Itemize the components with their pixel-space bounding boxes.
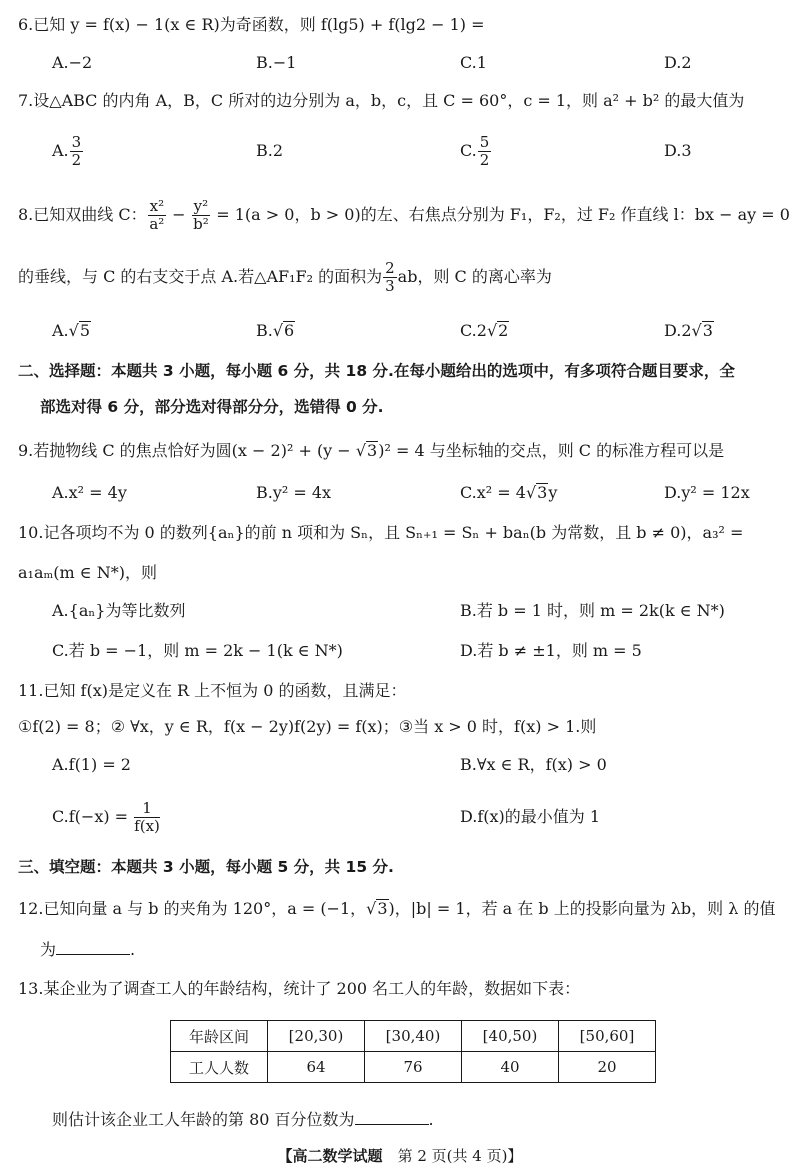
q8-fraction-x xyxy=(148,198,166,233)
section3-heading: 三、填空题：本题共 3 小题，每小题 5 分，共 15 分. xyxy=(18,858,394,876)
q9-stem-prefix: 9.若抛物线 C 的焦点恰好为圆(x − 2)² + (y − xyxy=(18,441,356,460)
table-header-cell: 年龄区间 xyxy=(171,1021,268,1052)
q10-option-b: B.若 b = 1 时，则 m = 2k(k ∈ N*) xyxy=(460,601,725,620)
q13-answer-period: . xyxy=(428,1110,434,1129)
q8-option-b-radicand: 6 xyxy=(284,321,295,340)
q11-options-row1 xyxy=(0,754,800,780)
q9-option-c-radicand: 3 xyxy=(537,483,548,502)
table-header-cell: [30,40) xyxy=(365,1021,462,1052)
q10-option-d: D.若 b ≠ ±1，则 m = 5 xyxy=(460,641,642,660)
section2-heading-line2: 部选对得 6 分，部分选对得部分分，选错得 0 分. xyxy=(40,398,384,416)
table-header-cell: [50,60] xyxy=(559,1021,656,1052)
q8-minus: − xyxy=(167,205,191,224)
q10-option-c: C.若 b = −1，则 m = 2k − 1(k ∈ N*) xyxy=(52,641,343,660)
q8-stem-line2 xyxy=(18,260,552,295)
q8-option-c-label: C.2 xyxy=(460,321,487,340)
q11-option-b: B.∀x ∈ R，f(x) > 0 xyxy=(460,755,607,774)
q9-options xyxy=(0,482,800,508)
q12-stem: 12.已知向量 a 与 b 的夹角为 120°，a = (−1，√3)，|b| = 1，若 a 在 b 上的投影向量为 λb，则 λ 的值 xyxy=(18,899,776,918)
q8-stem xyxy=(18,198,790,233)
q9-option-d: D.y² = 12x xyxy=(664,483,750,502)
q9-option-a: A.x² = 4y xyxy=(52,483,127,502)
q7-option-a-fraction xyxy=(70,134,84,169)
q11-option-c-label: C.f(−x) = xyxy=(52,807,134,826)
section2-heading: 二、选择题：本题共 3 小题，每小题 6 分，共 18 分.在每小题给出的选项中，有多项符合题目要求，全 xyxy=(18,362,735,380)
q6-option-b: B.−1 xyxy=(256,53,297,72)
q8-fraction-y xyxy=(192,198,211,233)
q8-line2-suffix: ab，则 C 的离心率为 xyxy=(397,267,552,286)
q7-option-a-denominator: 2 xyxy=(71,151,82,169)
q8-option-b-label: B. xyxy=(256,321,273,340)
q11-options-row2 xyxy=(0,799,800,835)
q9-option-c: C.x² = 4√3y xyxy=(460,483,558,502)
q8-option-a: A.√5 xyxy=(52,321,91,340)
q8-area-fraction xyxy=(383,260,397,295)
q13-answer-blank[interactable] xyxy=(355,1108,429,1125)
q11-option-c xyxy=(52,800,161,835)
q7-option-c xyxy=(460,134,492,169)
q7-option-c-numerator: 5 xyxy=(479,133,490,151)
q7-stem: 7.设△ABC 的内角 A，B，C 所对的边分别为 a，b，c，且 C = 60°，c = 1，则 a² + b² 的最大值为 xyxy=(18,91,745,110)
footer-page-number: 第 2 页(共 4 页)】 xyxy=(382,1147,523,1165)
q10-stem: 10.记各项均不为 0 的数列{aₙ}的前 n 项和为 Sₙ，且 Sₙ₊₁ = Sₙ + baₙ(b 为常数，且 b ≠ 0)，a₃² = xyxy=(18,523,744,542)
q8-option-b: B.√6 xyxy=(256,321,295,340)
q6-option-d: D.2 xyxy=(664,53,692,72)
table-cell: 工人人数 xyxy=(171,1052,268,1083)
q12-answer-period: . xyxy=(130,940,136,959)
q8-stem-prefix: 8.已知双曲线 C： xyxy=(18,205,147,224)
q10-options-row2 xyxy=(0,640,800,666)
table-row xyxy=(171,1052,656,1083)
q10-option-a: A.{aₙ}为等比数列 xyxy=(52,601,186,620)
q9-option-b: B.y² = 4x xyxy=(256,483,332,502)
q8-option-c: C.2√2 xyxy=(460,321,509,340)
q7-option-a xyxy=(52,134,84,169)
q6-stem: 6.已知 y = f(x) − 1(x ∈ R)为奇函数，则 f(lg5) + f(lg2 − 1) = xyxy=(18,15,485,34)
q13-answer-prefix: 则估计该企业工人年龄的第 80 百分位数为 xyxy=(52,1110,355,1129)
table-header-row xyxy=(171,1021,656,1052)
q8-fraction-x-den: a² xyxy=(149,215,165,233)
q11-option-d: D.f(x)的最小值为 1 xyxy=(460,807,601,826)
q7-option-a-numerator: 3 xyxy=(71,133,82,151)
q6-options xyxy=(0,52,800,78)
q12-stem-prefix: 12.已知向量 a 与 b 的夹角为 120°，a = (−1， xyxy=(18,899,367,918)
q13-stem: 13.某企业为了调查工人的年龄结构，统计了 200 名工人的年龄，数据如下表： xyxy=(18,979,581,998)
table-cell: 76 xyxy=(365,1052,462,1083)
q9-stem-suffix: )² = 4 与坐标轴的交点，则 C 的标准方程可以是 xyxy=(378,441,725,460)
q11-option-a: A.f(1) = 2 xyxy=(52,755,131,774)
q8-option-d: D.2√3 xyxy=(664,321,713,340)
q8-area-den: 3 xyxy=(385,277,395,295)
q7-option-c-label: C. xyxy=(460,141,477,160)
q8-options xyxy=(0,320,800,346)
q12-answer-blank[interactable] xyxy=(56,938,130,955)
q8-fraction-y-den: b² xyxy=(193,215,209,233)
q11-stem: 11.已知 f(x)是定义在 R 上不恒为 0 的函数，且满足： xyxy=(18,681,407,700)
table-cell: 40 xyxy=(462,1052,559,1083)
q9-stem-radicand: 3 xyxy=(367,441,378,460)
q11-option-c-fraction xyxy=(134,800,160,835)
q9-option-c-suffix: y xyxy=(548,483,558,502)
q8-option-c-radicand: 2 xyxy=(498,321,509,340)
q7-option-c-denominator: 2 xyxy=(479,151,490,169)
q7-option-b: B.2 xyxy=(256,141,284,160)
page-footer xyxy=(0,1145,800,1166)
q11-option-c-denominator: f(x) xyxy=(134,817,160,835)
q10-options-row1 xyxy=(0,600,800,626)
q12-answer-line xyxy=(40,938,135,961)
table-header-cell: [40,50) xyxy=(462,1021,559,1052)
q8-stem-suffix: = 1(a > 0，b > 0)的左、右焦点分别为 F₁，F₂，过 F₂ 作直线 l：bx − ay = 0 xyxy=(211,205,790,224)
age-distribution-table xyxy=(170,1020,656,1083)
q7-option-d: D.3 xyxy=(664,141,692,160)
q8-line2-prefix: 的垂线，与 C 的右支交于点 A.若△AF₁F₂ 的面积为 xyxy=(18,267,383,286)
table-cell: 20 xyxy=(559,1052,656,1083)
q6-option-a: A.−2 xyxy=(52,53,93,72)
q10-stem-line2: a₁aₘ(m ∈ N*)，则 xyxy=(18,563,157,582)
q7-option-a-label: A. xyxy=(52,141,69,160)
q8-option-a-radicand: 5 xyxy=(79,321,91,340)
q9-option-c-label: C.x² = 4 xyxy=(460,483,526,502)
q12-stem-suffix: )，|b| = 1，若 a 在 b 上的投影向量为 λb，则 λ 的值 xyxy=(388,899,776,918)
table-cell: 64 xyxy=(268,1052,365,1083)
q8-option-d-label: D.2 xyxy=(664,321,692,340)
q8-fraction-y-num: y² xyxy=(193,197,209,215)
q12-stem-radicand: 3 xyxy=(377,899,388,918)
q7-options xyxy=(0,133,800,169)
q11-option-c-numerator: 1 xyxy=(134,800,160,818)
footer-title: 【高二数学试题 xyxy=(277,1147,383,1165)
q12-answer-prefix: 为 xyxy=(40,940,57,959)
q8-fraction-x-num: x² xyxy=(149,197,165,215)
q8-option-a-label: A. xyxy=(52,321,69,340)
q13-answer-line xyxy=(52,1108,434,1131)
q9-stem: 9.若抛物线 C 的焦点恰好为圆(x − 2)² + (y − √3)² = 4 与坐标轴的交点，则 C 的标准方程可以是 xyxy=(18,441,725,460)
q8-area-num: 2 xyxy=(385,259,395,277)
q8-option-d-radicand: 3 xyxy=(702,321,713,340)
q6-option-c: C.1 xyxy=(460,53,487,72)
table-header-cell: [20,30) xyxy=(268,1021,365,1052)
q7-option-c-fraction xyxy=(478,134,492,169)
q11-conditions: ①f(2) = 8；② ∀x，y ∈ R，f(x − 2y)f(2y) = f(x)；③当 x > 0 时，f(x) > 1.则 xyxy=(18,717,597,736)
